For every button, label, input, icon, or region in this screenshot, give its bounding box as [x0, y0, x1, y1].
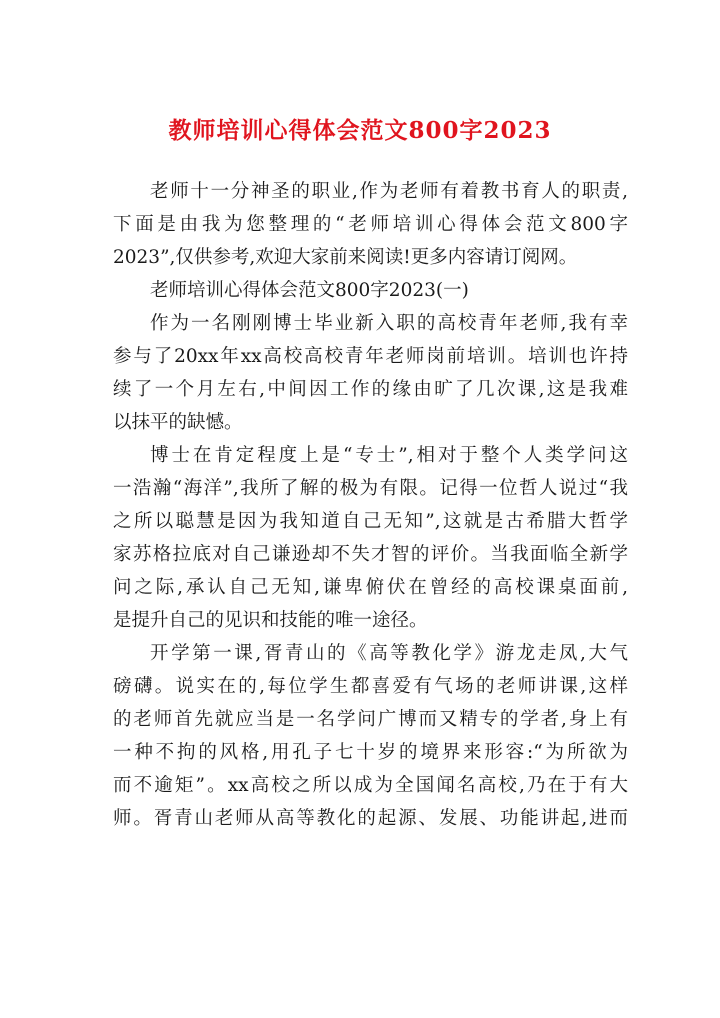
document-title: 教师培训心得体会范文800字2023: [168, 117, 552, 144]
body-line: 一种不拘的风格,用孔子七十岁的境界来形容:“为所欲为: [113, 742, 628, 763]
body-line: 的老师首先就应当是一名学问广博而又精专的学者,身上有: [113, 709, 628, 730]
body-line: 之所以聪慧是因为我知道自己无知”,这就是古希腊大哲学: [113, 511, 628, 532]
body-line: 师。胥青山老师从高等教化的起源、发展、功能讲起,进而: [113, 808, 628, 829]
document-body: [113, 175, 628, 835]
body-line: 开学第一课,胥青山的《高等教化学》游龙走凤,大气: [150, 643, 628, 664]
body-line: 家苏格拉底对自己谦逊却不失才智的评价。当我面临全新学: [113, 544, 628, 565]
body-line: 一浩瀚“海洋”,我所了解的极为有限。记得一位哲人说过“我: [113, 478, 628, 499]
body-line: 老师十一分神圣的职业,作为老师有着教书育人的职责,: [150, 181, 628, 202]
body-line: 下面是由我为您整理的“老师培训心得体会范文800字: [113, 214, 628, 235]
body-line: 问之际,承认自己无知,谦卑俯伏在曾经的高校课桌面前,: [113, 577, 628, 598]
body-line: 博士在肯定程度上是“专士”,相对于整个人类学问这: [150, 445, 628, 466]
body-line: 参与了20xx年xx高校高校青年老师岗前培训。培训也许持: [113, 346, 628, 367]
body-line: 续了一个月左右,中间因工作的缘由旷了几次课,这是我难: [113, 379, 628, 400]
body-line: 以抹平的缺憾。: [113, 412, 243, 433]
body-line: 是提升自己的见识和技能的唯一途径。: [113, 610, 428, 631]
body-line: 老师培训心得体会范文800字2023(一): [150, 280, 469, 301]
body-line: 磅礴。说实在的,每位学生都喜爱有气场的老师讲课,这样: [113, 676, 628, 697]
body-line: 作为一名刚刚博士毕业新入职的高校青年老师,我有幸: [150, 313, 628, 334]
body-line: 而不逾矩”。xx高校之所以成为全国闻名高校,乃在于有大: [113, 775, 628, 796]
body-line: 2023”,仅供参考,欢迎大家前来阅读!更多内容请订阅网。: [113, 247, 578, 268]
